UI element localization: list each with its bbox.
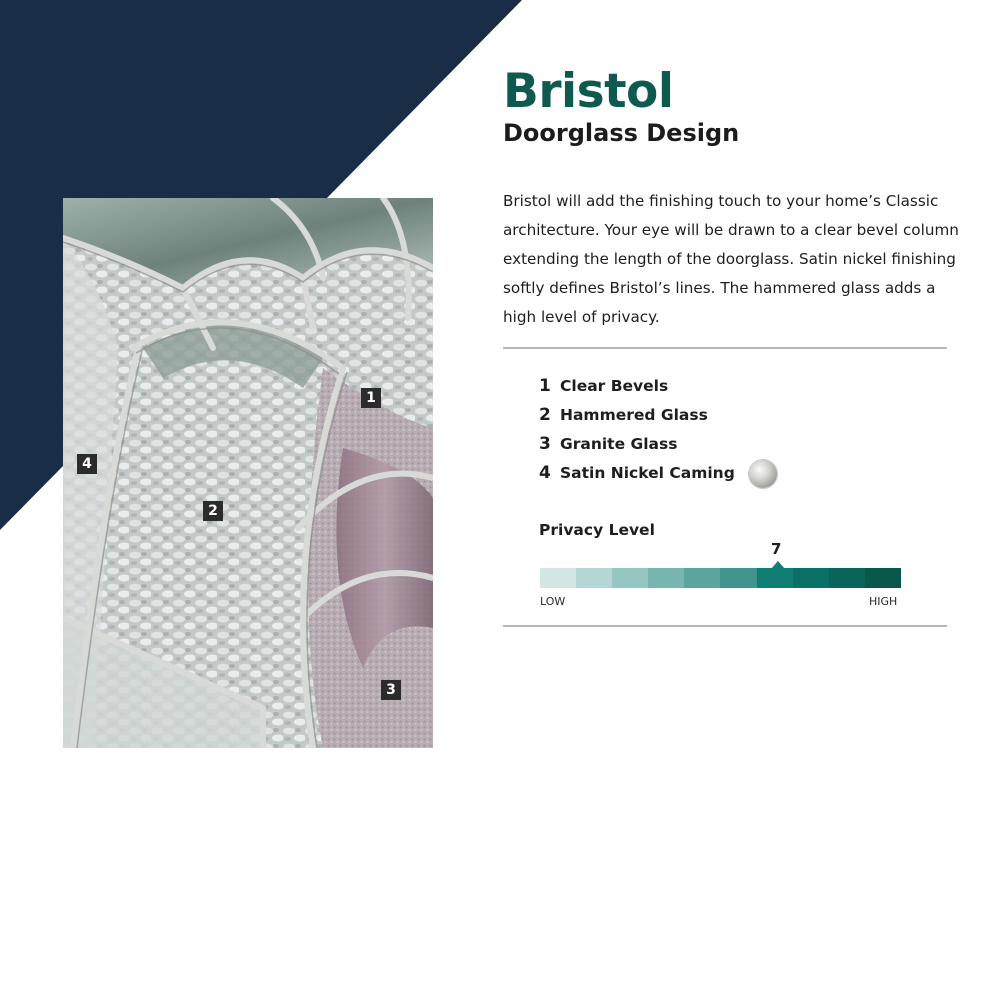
feature-label: Clear Bevels xyxy=(560,377,669,395)
privacy-low-label: LOW xyxy=(540,595,566,608)
feature-number: 2 xyxy=(539,405,551,425)
feature-list xyxy=(539,372,777,488)
privacy-scale-segment-1 xyxy=(540,568,576,588)
product-title: Bristol xyxy=(503,64,674,119)
feature-item xyxy=(539,401,777,430)
privacy-scale-segment-10 xyxy=(865,568,901,588)
feature-number: 3 xyxy=(539,434,551,454)
feature-item xyxy=(539,459,777,488)
bottom-divider xyxy=(503,625,947,627)
privacy-scale-segment-3 xyxy=(612,568,648,588)
photo-marker-3: 3 xyxy=(381,680,401,700)
privacy-scale-segment-9 xyxy=(829,568,865,588)
doorglass-photo xyxy=(63,198,433,748)
feature-item xyxy=(539,430,777,459)
photo-marker-4: 4 xyxy=(77,454,97,474)
privacy-scale-segment-2 xyxy=(576,568,612,588)
photo-marker-1: 1 xyxy=(361,388,381,408)
privacy-scale-segment-7 xyxy=(757,568,793,588)
feature-number: 4 xyxy=(539,463,551,483)
privacy-scale-segment-6 xyxy=(720,568,756,588)
product-description: Bristol will add the finishing touch to your home’s Classic architecture. Your eye will be drawn to a clear bevel column extending the length of the doorglass. Satin nickel finishing softly defines Bristol’s lines. The hammered glass adds a high level of privacy. xyxy=(503,192,959,326)
feature-label: Granite Glass xyxy=(560,435,678,453)
feature-label: Satin Nickel Caming xyxy=(560,464,735,482)
satin-nickel-swatch-icon xyxy=(749,460,777,488)
privacy-scale-segment-4 xyxy=(648,568,684,588)
product-subtitle: Doorglass Design xyxy=(503,119,740,147)
feature-item xyxy=(539,372,777,401)
privacy-scale-segment-8 xyxy=(793,568,829,588)
privacy-level-label: Privacy Level xyxy=(539,521,655,539)
feature-number: 1 xyxy=(539,376,551,396)
privacy-scale xyxy=(540,568,901,588)
privacy-scale-segment-5 xyxy=(684,568,720,588)
photo-marker-2: 2 xyxy=(203,501,223,521)
top-divider xyxy=(503,347,947,349)
feature-label: Hammered Glass xyxy=(560,406,708,424)
privacy-level-value: 7 xyxy=(771,540,782,558)
privacy-high-label: HIGH xyxy=(869,595,898,608)
